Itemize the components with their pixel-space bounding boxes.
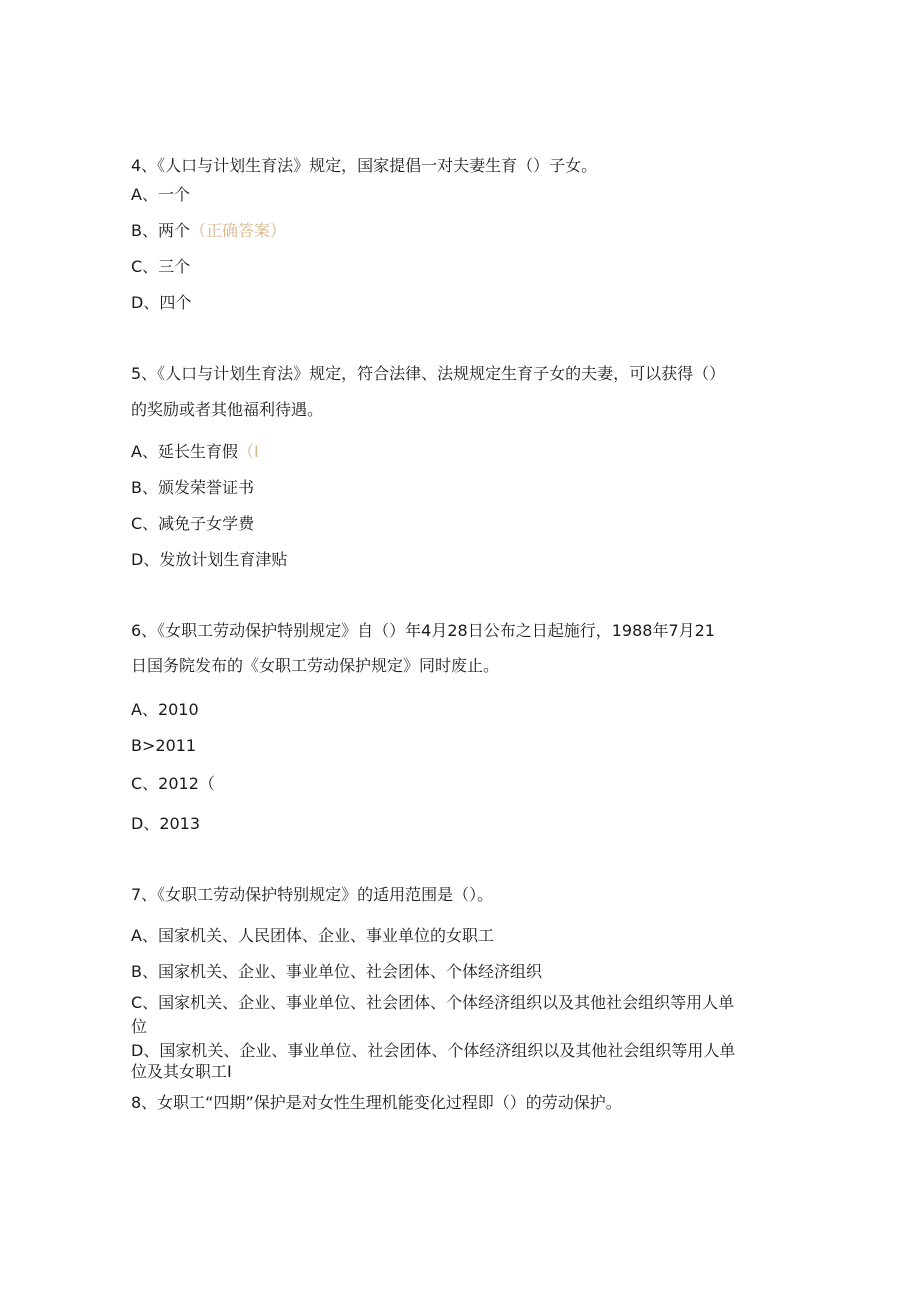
correct-answer-mark: （正确答案） bbox=[189, 221, 286, 240]
option-b: B>2011 bbox=[131, 736, 197, 755]
option-a: A、2010 bbox=[131, 700, 199, 719]
question-stem: 5、《人口与计划生育法》规定，符合法律、法规规定生育子女的夫妻，可以获得（） bbox=[131, 364, 726, 383]
option-d: D、发放计划生育津贴 bbox=[131, 550, 288, 569]
option-c: C、三个 bbox=[131, 257, 191, 276]
option-c: C、减免子女学费 bbox=[131, 514, 255, 533]
option-a: A、一个 bbox=[131, 185, 190, 204]
question-stem-cont: 的奖励或者其他福利待遇。 bbox=[131, 400, 324, 419]
question-stem: 7、《女职工劳动保护特别规定》的适用范围是（）。 bbox=[131, 885, 494, 904]
option-a: A、延长生育假（I bbox=[131, 442, 259, 461]
question-stem-cont: 日国务院发布的《女职工劳动保护规定》同时废止。 bbox=[131, 656, 500, 675]
option-d: D、2013 bbox=[131, 814, 201, 833]
question-stem: 8、女职工“四期”保护是对女性生理机能变化过程即（）的劳动保护。 bbox=[131, 1093, 622, 1112]
option-b: B、国家机关、企业、事业单位、社会团体、个体经济组织 bbox=[131, 962, 542, 981]
option-a: A、国家机关、人民团体、企业、事业单位的女职工 bbox=[131, 926, 494, 945]
option-b: B、颁发荣誉证书 bbox=[131, 478, 254, 497]
option-c: C、国家机关、企业、事业单位、社会团体、个体经济组织以及其他社会组织等用人单 bbox=[131, 993, 735, 1012]
option-c: C、2012（ bbox=[131, 774, 215, 793]
option-d: D、四个 bbox=[131, 293, 192, 312]
option-d: D、国家机关、企业、事业单位、社会团体、个体经济组织以及其他社会组织等用人单 bbox=[131, 1041, 736, 1060]
option-b: B、两个（正确答案） bbox=[131, 221, 286, 240]
correct-answer-mark: （I bbox=[237, 442, 259, 461]
option-d-cont: 位及其女职工I bbox=[131, 1062, 232, 1081]
option-c-cont: 位 bbox=[131, 1017, 148, 1036]
question-stem: 4、《人口与计划生育法》规定，国家提倡一对夫妻生育（）子女。 bbox=[131, 156, 598, 175]
question-stem: 6、《女职工劳动保护特别规定》自（）年4月28日公布之日起施行，1988年7月21 bbox=[131, 621, 715, 640]
